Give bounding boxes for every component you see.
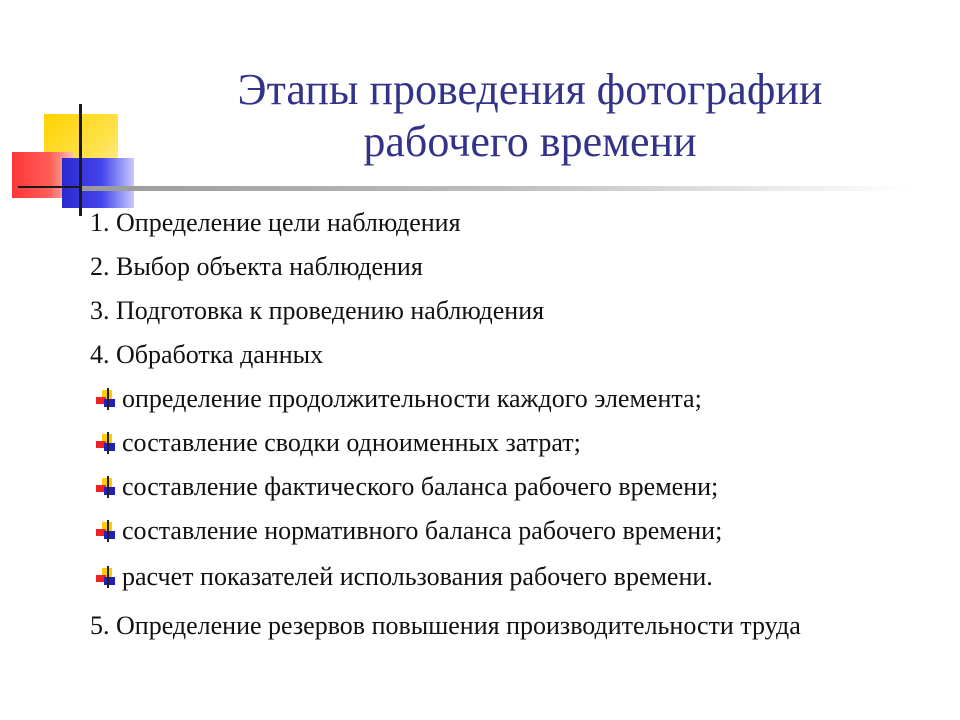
decorative-squares-logo [0,0,200,230]
sub-item [96,472,718,502]
sub-item [96,562,713,592]
sub-item [96,516,722,546]
sub-item-text: расчет показателей использования рабочего времени. [122,562,713,591]
square-bullet-icon [96,568,118,588]
title-line-1: Этапы проведения фотографии [237,65,823,114]
sub-item-text: составление фактического баланса рабочего времени; [122,472,719,501]
sub-item [96,428,581,458]
square-bullet-icon [96,390,118,410]
slide-title [190,64,870,168]
step-3: 3. Подготовка к проведению наблюдения [90,296,545,325]
square-bullet-icon [96,522,118,542]
sub-item-text: составление нормативного баланса рабочего времени; [122,516,723,545]
step-5-text: 5. Определение резервов повышения производительности труда [90,611,801,640]
blue-square [62,158,134,208]
vertical-line [79,104,82,216]
title-line-2: рабочего времени [363,117,697,166]
sub-item-text: составление сводки одноименных затрат; [122,428,581,457]
sub-item [96,384,702,414]
sub-item-text: определение продолжительности каждого элемента; [122,384,702,413]
square-bullet-icon [96,478,118,498]
step-2: 2. Выбор объекта наблюдения [90,252,423,281]
step-5 [50,610,930,642]
step-4: 4. Обработка данных [90,340,324,369]
square-bullet-icon [96,434,118,454]
step-1: 1. Определение цели наблюдения [90,208,461,237]
title-divider [82,186,912,191]
